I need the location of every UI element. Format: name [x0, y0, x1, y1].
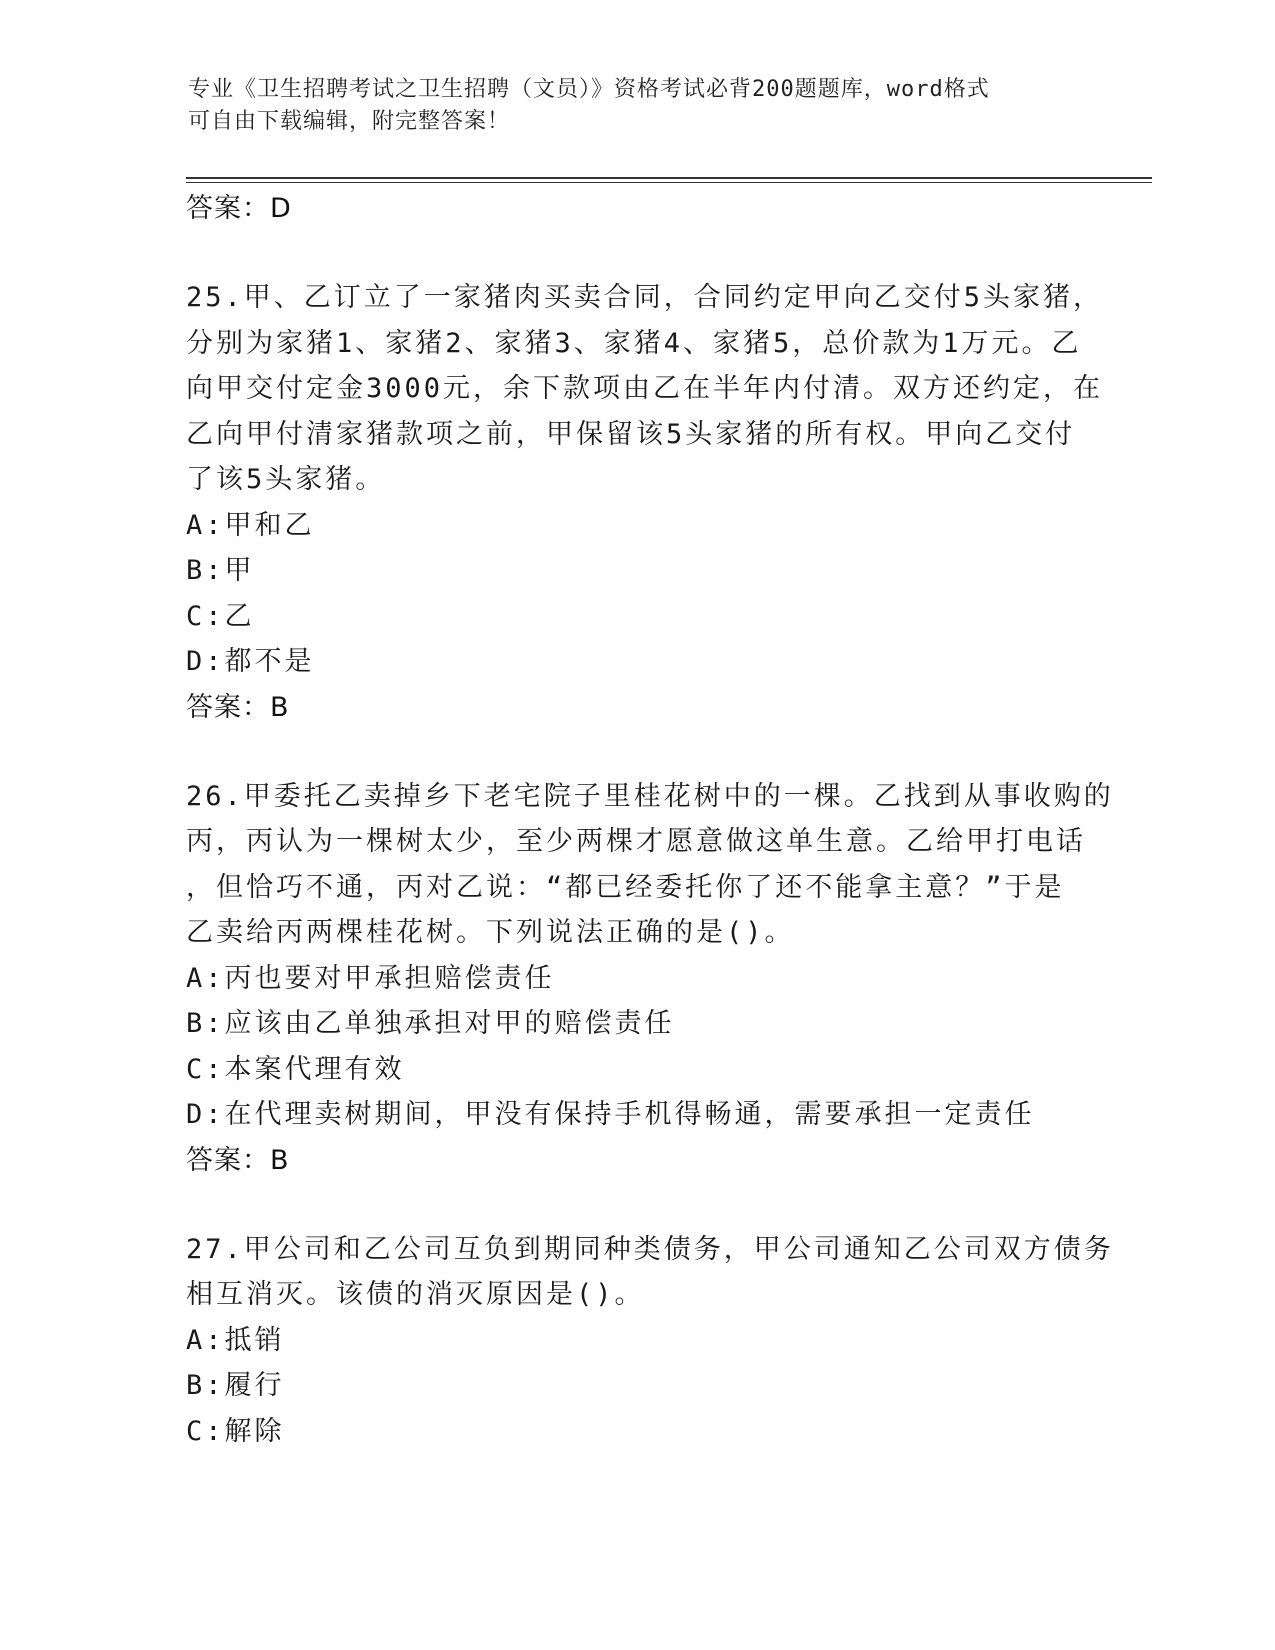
question-line: 乙向甲付清家猪款项之前，甲保留该5头家猪的所有权。甲向乙交付	[186, 418, 1076, 450]
question-text	[186, 774, 1114, 956]
question-27	[186, 1227, 1114, 1455]
question-line: 乙卖给丙两棵桂花树。下列说法正确的是()。	[186, 917, 795, 948]
spacer	[186, 231, 1086, 275]
option-b: B:甲	[186, 555, 255, 586]
question-line: 26.甲委托乙卖掉乡下老宅院子里桂花树中的一棵。乙找到从事收购的	[186, 780, 1114, 812]
question-text	[186, 1227, 1114, 1318]
question-line: ，但恰巧不通，丙对乙说：“都已经委托你了还不能拿主意？”于是	[186, 871, 1065, 903]
option-c: C:本案代理有效	[186, 1053, 405, 1085]
header-line-1: 专业《卫生招聘考试之卫生招聘（文员）》资格考试必背200题题库，word格式	[188, 77, 990, 102]
answer: 答案：B	[186, 691, 290, 723]
option-d: D:在代理卖树期间，甲没有保持手机得畅通，需要承担一定责任	[186, 1099, 1035, 1130]
answer-previous: 答案：D	[186, 193, 292, 224]
question-line: 向甲交付定金3000元，余下款项由乙在半年内付清。双方还约定，在	[186, 373, 1104, 404]
page-header	[188, 74, 1088, 138]
option-a: A:甲和乙	[186, 509, 315, 541]
question-line: 了该5头家猪。	[186, 464, 386, 495]
option-a: A:抵销	[186, 1324, 285, 1356]
option-b: B:履行	[186, 1370, 285, 1401]
option-a: A:丙也要对甲承担赔偿责任	[186, 962, 555, 994]
option-c: C:解除	[186, 1415, 285, 1447]
answer: 答案：B	[186, 1144, 290, 1176]
question-line: 分别为家猪1、家猪2、家猪3、家猪4、家猪5，总价款为1万元。乙	[186, 327, 1082, 359]
question-text	[186, 275, 1104, 503]
option-d: D:都不是	[186, 646, 315, 677]
question-line: 丙，丙认为一棵树太少，至少两棵才愿意做这单生意。乙给甲打电话	[186, 826, 1086, 857]
question-line: 相互消灭。该债的消灭原因是()。	[186, 1279, 645, 1310]
question-25	[186, 275, 1104, 730]
header-rule-thick	[186, 177, 1152, 179]
question-line: 27.甲公司和乙公司互负到期同种类债务，甲公司通知乙公司双方债务	[186, 1233, 1114, 1265]
header-line-2: 可自由下载编辑，附完整答案！	[188, 109, 511, 134]
document-content	[186, 186, 1114, 1454]
spacer	[186, 730, 1086, 774]
spacer	[186, 1183, 1086, 1227]
option-b: B:应该由乙单独承担对甲的赔偿责任	[186, 1008, 675, 1039]
header-rule-thin	[186, 182, 1152, 183]
question-26	[186, 774, 1114, 1183]
question-line: 25.甲、乙订立了一家猪肉买卖合同，合同约定甲向乙交付5头家猪，	[186, 282, 1104, 313]
option-c: C:乙	[186, 600, 255, 632]
